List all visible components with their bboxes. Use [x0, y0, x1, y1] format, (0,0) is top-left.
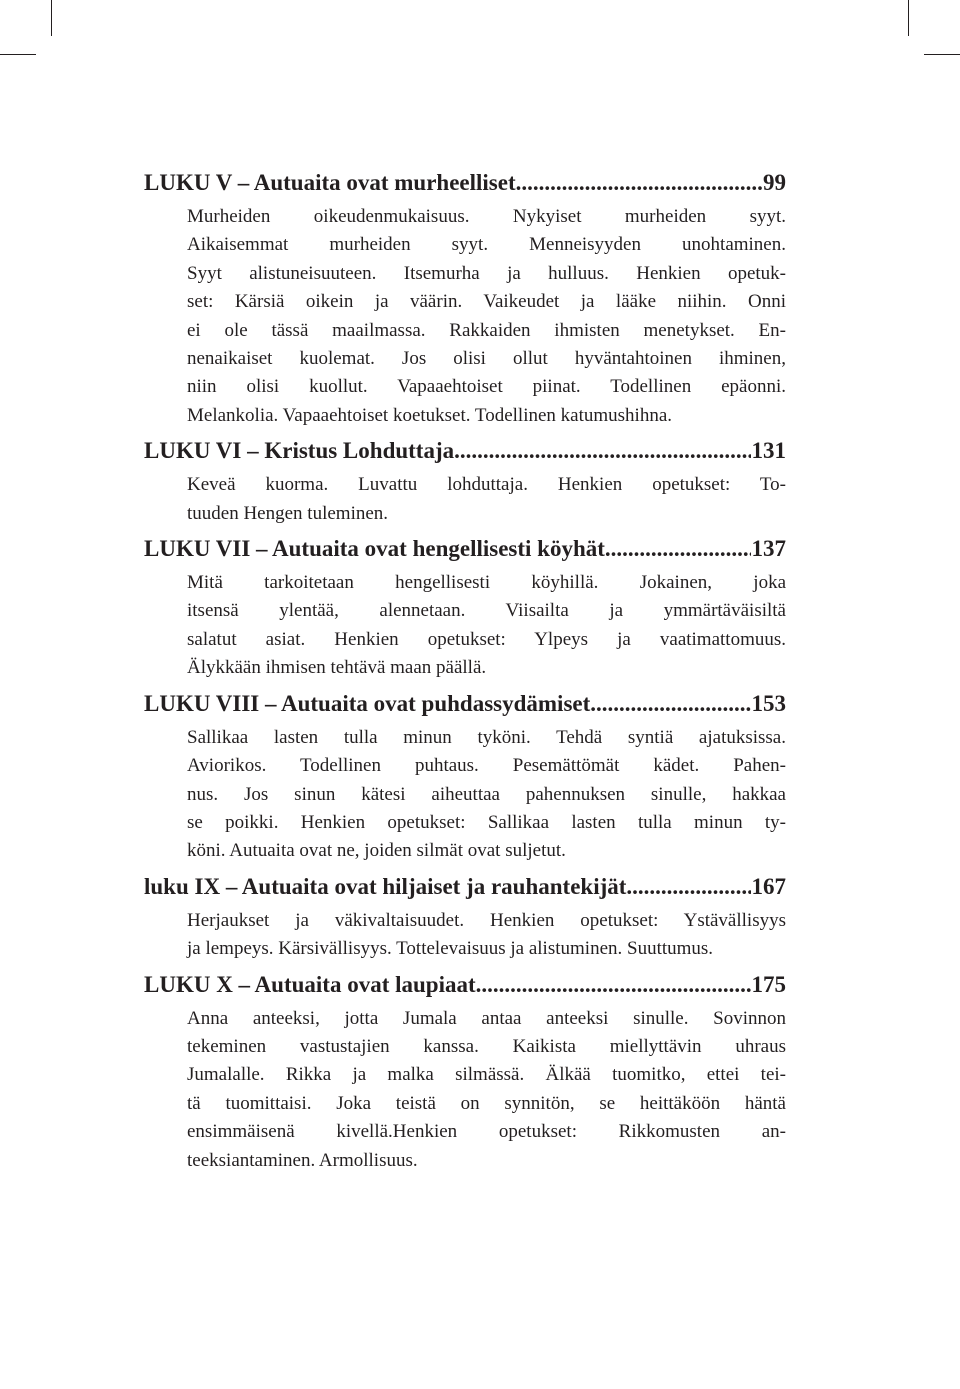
summary-line: Anna anteeksi, jotta Jumala antaa anteeksi sinulle. Sovinnon [187, 1007, 786, 1029]
chapter-title: LUKU VI – Kristus Lohduttaja [144, 438, 455, 464]
crop-mark-top-left [51, 0, 52, 36]
chapter-summary [187, 471, 786, 528]
summary-line: ei ole tässä maailmassa. Rakkaiden ihmisten menetykset. En- [187, 319, 786, 341]
crop-mark-right [924, 54, 960, 55]
summary-line: Melankolia. Vapaaehtoiset koetukset. Todellinen katumushihna. [187, 404, 673, 426]
summary-line: itsensä ylentää, alennetaan. Viisailta ja ymmärtäväisiltä [187, 600, 786, 622]
toc-chapter-entry [144, 689, 786, 719]
summary-line: teeksiantaminen. Armollisuus. [187, 1149, 418, 1171]
table-of-contents [144, 168, 786, 1175]
chapter-title: LUKU VIII – Autuaita ovat puhdassydämiset [144, 690, 591, 716]
toc-chapter-entry [144, 436, 786, 466]
chapter-page-number: 175 [751, 971, 786, 997]
toc-chapter-entry [144, 168, 786, 198]
summary-line: nus. Jos sinun kätesi aiheuttaa pahennuksen sinulle, hakkaa [187, 783, 786, 805]
chapter-title: luku IX – Autuaita ovat hiljaiset ja rauhantekijät [144, 873, 627, 899]
toc-chapter-entry [144, 872, 786, 902]
toc-chapter-entry [144, 534, 786, 564]
chapter-title: LUKU X – Autuaita ovat laupiaat [144, 971, 476, 997]
summary-line: salatut asiat. Henkien opetukset: Ylpeys ja vaatimattomuus. [187, 628, 786, 650]
summary-line: Aviorikos. Todellinen puhtaus. Pesemättömät kädet. Pahen- [187, 755, 786, 777]
summary-line: niin olisi kuollut. Vapaaehtoiset piinat. Todellinen epäonni. [187, 376, 786, 398]
dot-leader [454, 436, 750, 466]
chapter-page-number: 99 [763, 170, 786, 195]
summary-line: Syyt alistuneisuuteen. Itsemurha ja hulluus. Henkien opetuk- [187, 262, 786, 284]
chapter-summary [187, 203, 786, 430]
chapter-summary [187, 724, 786, 866]
summary-line: Mitä tarkoitetaan hengellisesti köyhillä. Jokainen, joka [187, 572, 786, 594]
chapter-title: LUKU VII – Autuaita ovat hengellisesti köyhät [144, 536, 605, 562]
summary-line: Murheiden oikeudenmukaisuus. Nykyiset murheiden syyt. [187, 206, 786, 227]
summary-line: Sallikaa lasten tulla minun tyköni. Tehdä syntiä ajatuksissa. [187, 726, 786, 748]
summary-line: tä tuomittaisi. Joka teistä on synnitön, se heittäköön häntä [187, 1092, 786, 1114]
chapter-page-number: 131 [751, 438, 786, 464]
crop-mark-top-right [908, 0, 909, 36]
summary-line: Aikaisemmat murheiden syyt. Menneisyyden unohtaminen. [187, 234, 786, 256]
summary-line: set: Kärsiä oikein ja väärin. Vaikeudet ja lääke niihin. Onni [187, 291, 786, 313]
summary-line: köni. Autuaita ovat ne, joiden silmät ovat suljetut. [187, 840, 566, 862]
chapter-title: LUKU V – Autuaita ovat murheelliset [144, 170, 516, 195]
dot-leader [476, 970, 751, 1000]
chapter-page-number: 153 [751, 690, 786, 716]
toc-chapter-entry [144, 970, 786, 1000]
summary-line: se poikki. Henkien opetukset: Sallikaa lasten tulla minun ty- [187, 811, 786, 833]
summary-line: nenaikaiset kuolemat. Jos olisi ollut hyväntahtoinen ihminen, [187, 348, 786, 370]
chapter-summary [187, 1005, 786, 1175]
summary-line: tekeminen vastustajien kanssa. Kaikista miellyttävin uhraus [187, 1035, 786, 1057]
summary-line: Herjaukset ja väkivaltaisuudet. Henkien opetukset: Ystävällisyys [187, 909, 786, 931]
chapter-summary [187, 569, 786, 683]
dot-leader [626, 872, 750, 902]
summary-line: tuuden Hengen tuleminen. [187, 502, 389, 524]
crop-mark-left [0, 54, 36, 55]
chapter-summary [187, 907, 786, 964]
dot-leader [605, 534, 751, 564]
dot-leader [516, 168, 762, 198]
summary-line: Jumalalle. Rikka ja malka silmässä. Älkää tuomitko, ettei tei- [187, 1064, 786, 1086]
chapter-page-number: 167 [751, 873, 786, 899]
summary-line: Keveä kuorma. Luvattu lohduttaja. Henkien opetukset: To- [187, 474, 786, 496]
dot-leader [590, 689, 750, 719]
chapter-page-number: 137 [751, 536, 786, 562]
summary-line: Älykkään ihmisen tehtävä maan päällä. [187, 657, 487, 679]
summary-line: ensimmäisenä kivellä.Henkien opetukset: Rikkomusten an- [187, 1121, 786, 1143]
summary-line: ja lempeys. Kärsivällisyys. Tottelevaisuus ja alistuminen. Suuttumus. [187, 938, 714, 960]
